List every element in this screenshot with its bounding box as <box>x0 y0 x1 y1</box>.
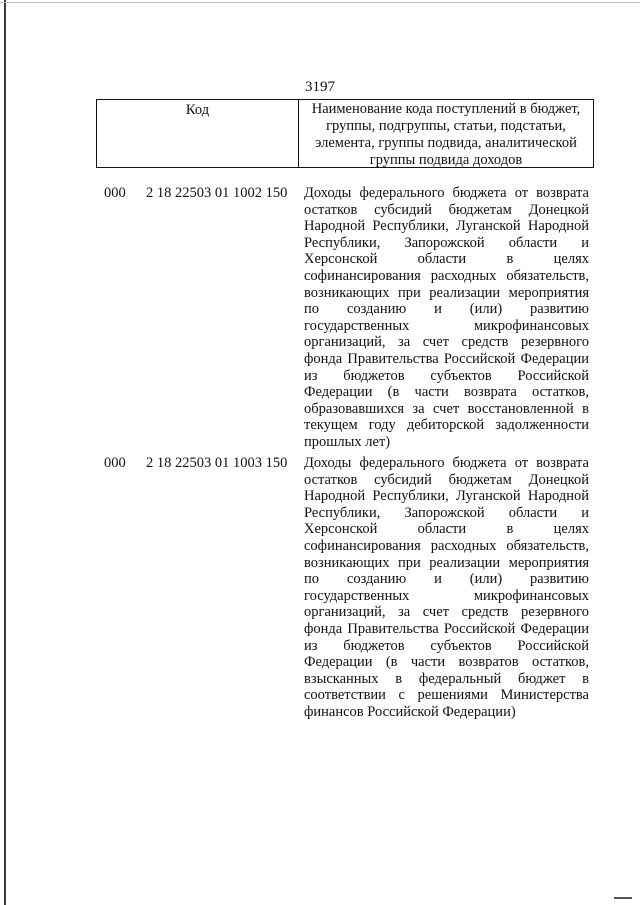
header-code-column: Код <box>97 100 299 167</box>
revenue-code: 2 18 22503 01 1003 150 <box>146 455 288 471</box>
page-border-left <box>4 0 6 905</box>
admin-code: 000 <box>104 185 126 201</box>
header-name-column: Наименование кода поступлений в бюджет, группы, подгруппы, статьи, подстатьи, элемента, группы подвида, аналитической группы подвида доходов <box>311 101 581 168</box>
page-number: 3197 <box>305 79 335 95</box>
revenue-name: Доходы федерального бюджета от возврата остатков субсидий бюджетам Донецкой Народной Республики, Луганской Народной Республики, Запорожской области и Херсонской области в целях софинансирования расходных обязательств, возникающих при реализации мероприятия по созданию и (или) развитию государственных микрофинансовых организаций, за счет средств резервного фонда Правительства Российской Федерации из бюджетов субъектов Российской Федерации (в части возврата остатков, образовавшихся за счет восстановленной в текущем году дебиторской задолженности прошлых лет) <box>304 185 589 450</box>
scan-mark <box>614 897 632 899</box>
page-border-top <box>0 2 640 3</box>
revenue-name: Доходы федерального бюджета от возврата остатков субсидий бюджетам Донецкой Народной Республики, Луганской Народной Республики, Запорожской области и Херсонской области в целях софинансирования расходных обязательств, возникающих при реализации мероприятия по созданию и (или) развитию государственных микрофинансовых организаций, за счет средств резервного фонда Правительства Российской Федерации из бюджетов субъектов Российской Федерации (в части возвратов остатков, взысканных в федеральный бюджет в соответствии с решениями Министерства финансов Российской Федерации) <box>304 455 589 720</box>
revenue-code: 2 18 22503 01 1002 150 <box>146 185 288 201</box>
admin-code: 000 <box>104 455 126 471</box>
table-header <box>96 99 594 168</box>
